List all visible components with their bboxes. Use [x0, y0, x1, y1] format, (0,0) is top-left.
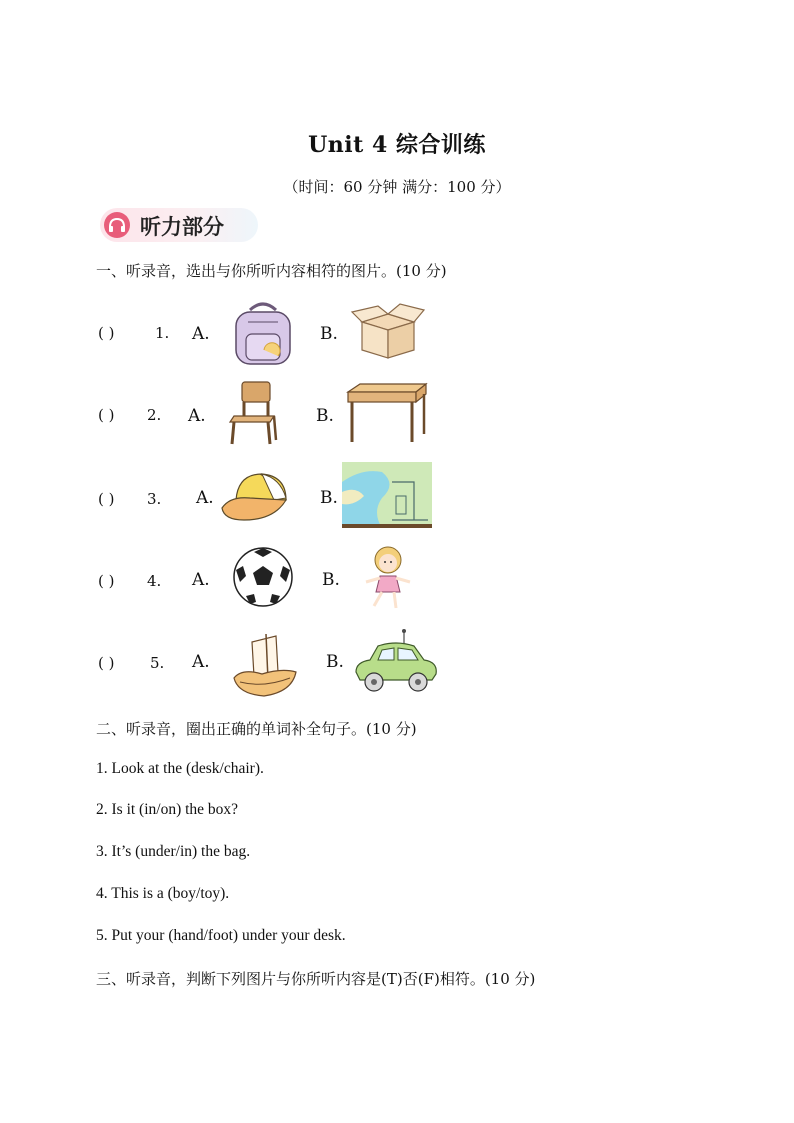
option-b-label: B. [320, 324, 338, 344]
sentence-item: 1. Look at the (desk/chair). [96, 760, 264, 777]
box-icon [352, 304, 424, 360]
question-number: 5. [150, 654, 165, 672]
question-number: 1. [155, 324, 170, 342]
map-icon [342, 462, 432, 528]
sentence-item: 4. This is a (boy/toy). [96, 885, 230, 902]
headphone-icon [104, 212, 130, 238]
question-number: 3. [147, 490, 162, 508]
doll-icon [360, 544, 416, 612]
answer-blank[interactable]: ( ) [98, 572, 115, 590]
toy-car-icon [352, 628, 440, 694]
option-b-label: B. [320, 488, 338, 508]
answer-blank[interactable]: ( ) [98, 654, 115, 672]
section-banner [100, 208, 258, 242]
exam-info: （时间：60 分钟 满分：100 分） [283, 178, 511, 196]
option-a-label: A. [192, 570, 210, 590]
question-number: 2. [147, 406, 162, 424]
section3-heading: 三、听录音，判断下列图片与你所听内容是(T)否(F)相符。(10 分) [96, 970, 536, 988]
option-a-label: A. [192, 324, 210, 344]
page-title: Unit 4 综合训练 [308, 132, 486, 158]
chair-icon [228, 380, 280, 446]
sentence-item: 5. Put your (hand/foot) under your desk. [96, 927, 346, 944]
desk-icon [344, 382, 428, 444]
answer-blank[interactable]: ( ) [98, 490, 115, 508]
option-a-label: A. [192, 652, 210, 672]
option-a-label: A. [188, 406, 206, 426]
banner-label: 听力部分 [140, 215, 224, 239]
section1-heading: 一、听录音，选出与你所听内容相符的图片。(10 分) [96, 262, 447, 280]
section2-heading: 二、听录音，圈出正确的单词补全句子。(10 分) [96, 720, 417, 738]
backpack-icon [230, 300, 296, 368]
option-b-label: B. [316, 406, 334, 426]
option-b-label: B. [326, 652, 344, 672]
answer-blank[interactable]: ( ) [98, 324, 115, 342]
option-a-label: A. [196, 488, 214, 508]
sentence-item: 2. Is it (in/on) the box? [96, 801, 239, 818]
football-icon [232, 546, 294, 608]
toy-boat-icon [232, 632, 298, 698]
sentence-item: 3. It’s (under/in) the bag. [96, 843, 251, 860]
answer-blank[interactable]: ( ) [98, 406, 115, 424]
option-b-label: B. [322, 570, 340, 590]
question-number: 4. [147, 572, 162, 590]
cap-icon [220, 468, 294, 524]
